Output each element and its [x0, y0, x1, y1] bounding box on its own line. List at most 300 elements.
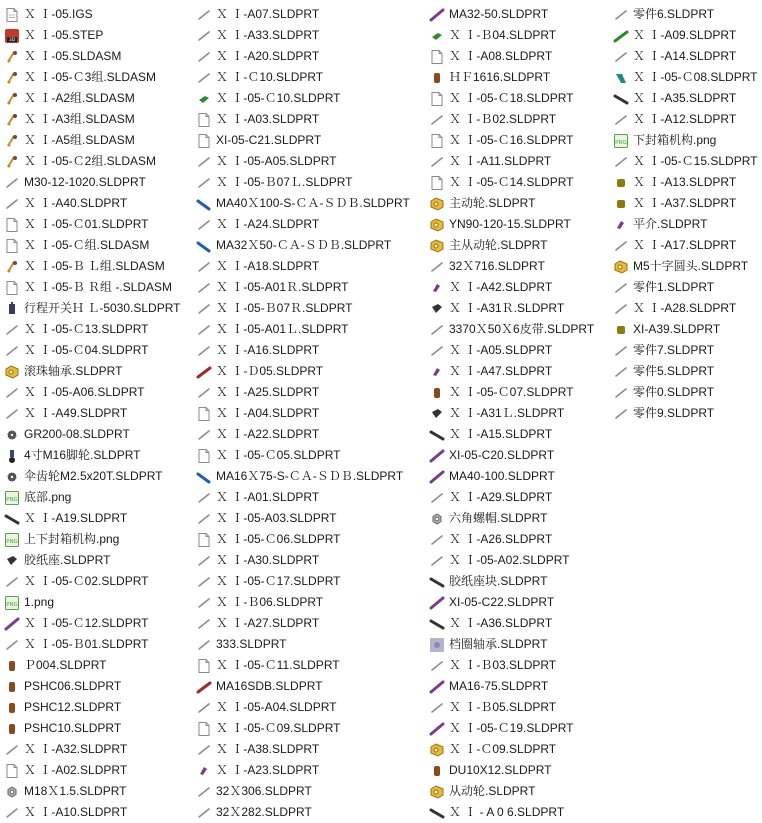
file-column-4 [613, 4, 762, 424]
file-name: Ｘ Ｉ-A18.SLDPRT [216, 259, 320, 273]
file-item[interactable] [196, 613, 424, 634]
file-item[interactable] [196, 487, 424, 508]
file-item[interactable] [196, 739, 424, 760]
file-item[interactable] [4, 277, 194, 298]
file-item[interactable] [196, 340, 424, 361]
purple-part-icon [429, 364, 445, 380]
rod-part-icon [429, 343, 445, 359]
file-name: Ｘ Ｉ-05-A05.SLDPRT [216, 154, 337, 168]
rod-part-icon [429, 700, 445, 716]
blank-file-icon [429, 133, 445, 149]
dark-rod-part-icon [429, 574, 445, 590]
file-item[interactable] [429, 550, 611, 571]
assembly-icon [4, 49, 20, 65]
file-item[interactable] [196, 592, 424, 613]
blank-file-icon [429, 49, 445, 65]
file-item[interactable] [4, 25, 194, 46]
file-item[interactable] [196, 445, 424, 466]
file-name: PSHC06.SLDPRT [24, 679, 122, 693]
file-name: Ｘ Ｉ-A32.SLDPRT [24, 742, 128, 756]
file-name: 六角螺帽.SLDPRT [449, 511, 548, 525]
file-item[interactable] [613, 46, 762, 67]
file-item[interactable] [196, 319, 424, 340]
file-item[interactable] [4, 508, 194, 529]
file-item[interactable] [429, 802, 611, 823]
file-name: Ｘ Ｉ-05-Ｂ Ｌ组.SLDASM [24, 259, 165, 273]
file-name: Ｘ Ｉ-A35.SLDPRT [633, 91, 737, 105]
file-item[interactable] [613, 109, 762, 130]
file-item[interactable] [613, 130, 762, 151]
file-item[interactable] [429, 361, 611, 382]
file-name: Ｘ Ｉ-A16.SLDPRT [216, 343, 320, 357]
rod-part-icon [196, 427, 212, 443]
file-item[interactable] [196, 46, 424, 67]
brown-part-icon [4, 658, 20, 674]
rod-part-icon [429, 658, 445, 674]
gear-part-icon [4, 469, 20, 485]
file-item[interactable] [429, 634, 611, 655]
file-column-2 [196, 4, 424, 823]
file-name: Ｘ Ｉ-A03.SLDPRT [216, 112, 320, 126]
rod-part-icon [196, 217, 212, 233]
file-item[interactable] [196, 466, 424, 487]
rod-part-icon [196, 7, 212, 23]
file-item[interactable] [429, 88, 611, 109]
file-name: Ｘ Ｉ-05-Ｃ12.SLDPRT [24, 616, 149, 630]
file-item[interactable] [4, 256, 194, 277]
file-name: MA16-75.SLDPRT [449, 679, 549, 693]
file-name: Ｘ Ｉ-A15.SLDPRT [449, 427, 553, 441]
rod-part-icon [4, 385, 20, 401]
file-item[interactable] [613, 172, 762, 193]
file-item[interactable] [196, 382, 424, 403]
file-item[interactable] [196, 403, 424, 424]
rod-part-icon [196, 616, 212, 632]
file-item[interactable] [429, 718, 611, 739]
red-rod-part-icon [196, 364, 212, 380]
dark-rod-part-icon [429, 805, 445, 821]
file-item[interactable] [613, 193, 762, 214]
file-item[interactable] [196, 235, 424, 256]
file-item[interactable] [196, 424, 424, 445]
file-name: Ｘ Ｉ-A25.SLDPRT [216, 385, 320, 399]
file-item[interactable] [429, 151, 611, 172]
file-name: Ｘ Ｉ-A31Ｒ.SLDPRT [449, 301, 565, 315]
file-item[interactable] [196, 277, 424, 298]
rod-part-icon [4, 196, 20, 212]
file-item[interactable] [4, 319, 194, 340]
file-name: Ｘ Ｉ-A3组.SLDASM [24, 112, 135, 126]
file-name: Ｘ Ｉ-05-Ｃ06.SLDPRT [216, 532, 341, 546]
assembly-icon [4, 133, 20, 149]
assembly-icon [4, 70, 20, 86]
file-item[interactable] [196, 718, 424, 739]
file-item[interactable] [4, 424, 194, 445]
rod-part-icon [4, 574, 20, 590]
switch-part-icon [4, 301, 20, 317]
file-item[interactable] [613, 67, 762, 88]
svg-text:3D: 3D [8, 37, 16, 43]
file-item[interactable] [429, 25, 611, 46]
file-item[interactable] [429, 214, 611, 235]
rod-part-icon [196, 322, 212, 338]
file-item[interactable] [196, 88, 424, 109]
file-name: MA32-50.SLDPRT [449, 7, 549, 21]
file-name: Ｘ Ｉ-05-Ｃ16.SLDPRT [449, 133, 574, 147]
file-item[interactable] [429, 256, 611, 277]
file-item[interactable] [4, 88, 194, 109]
brown-part-icon [429, 70, 445, 86]
file-item[interactable] [196, 25, 424, 46]
rod-part-icon [613, 154, 629, 170]
file-item[interactable] [4, 760, 194, 781]
file-item[interactable] [196, 67, 424, 88]
file-item[interactable] [196, 193, 424, 214]
file-item[interactable] [196, 508, 424, 529]
file-name: Ｘ Ｉ-05-A04.SLDPRT [216, 700, 337, 714]
blank-file-icon [196, 448, 212, 464]
file-item[interactable] [429, 403, 611, 424]
file-item[interactable] [429, 67, 611, 88]
file-name: Ｘ Ｉ-A29.SLDPRT [449, 490, 553, 504]
file-name: 32Ｘ306.SLDPRT [216, 784, 312, 798]
file-column-3 [429, 4, 611, 823]
file-name: Ｘ Ｉ-05-Ｂ07Ｒ.SLDPRT [216, 301, 353, 315]
file-name: 3370Ｘ50Ｘ6皮带.SLDPRT [449, 322, 595, 336]
file-item[interactable] [4, 634, 194, 655]
blank-file-icon [429, 91, 445, 107]
rod-part-icon [4, 742, 20, 758]
file-item[interactable] [613, 319, 762, 340]
file-item[interactable] [196, 529, 424, 550]
file-item[interactable] [4, 382, 194, 403]
assembly-icon [4, 91, 20, 107]
file-item[interactable] [4, 193, 194, 214]
purple-part-icon [613, 217, 629, 233]
file-name: Ｘ Ｉ-A33.SLDPRT [216, 28, 320, 42]
file-item[interactable] [429, 781, 611, 802]
file-item[interactable] [4, 298, 194, 319]
file-item[interactable] [4, 67, 194, 88]
file-name: Ｘ Ｉ-05-Ｃ组.SLDASM [24, 238, 150, 252]
file-name: M5十字圆头.SLDPRT [633, 259, 749, 273]
rod-part-icon [4, 175, 20, 191]
file-name: Ｘ Ｉ-05-Ｃ2组.SLDASM [24, 154, 157, 168]
rod-part-icon [196, 511, 212, 527]
png-image-icon [613, 133, 629, 149]
file-name: 主动轮.SLDPRT [449, 196, 536, 210]
file-name: MA40Ｘ100-S-ＣＡ-ＳＤＢ.SLDPRT [216, 196, 410, 210]
file-item[interactable] [4, 529, 194, 550]
rod-part-icon [196, 700, 212, 716]
purple-rod-part-icon [429, 595, 445, 611]
file-name: XI-05-C20.SLDPRT [449, 448, 555, 462]
file-name: GR200-08.SLDPRT [24, 427, 130, 441]
file-name: Ｘ Ｉ-05-A06.SLDPRT [24, 385, 145, 399]
file-name: Ｘ Ｉ-A05.SLDPRT [449, 343, 553, 357]
rod-part-icon [613, 280, 629, 296]
purple-rod-part-icon [429, 679, 445, 695]
file-name: 上下封箱机构.png [24, 532, 120, 546]
file-item[interactable] [613, 298, 762, 319]
file-item[interactable] [429, 445, 611, 466]
file-item[interactable] [4, 550, 194, 571]
file-name: 主从动轮.SLDPRT [449, 238, 548, 252]
svg-text:PNG: PNG [615, 139, 627, 146]
file-item[interactable] [429, 172, 611, 193]
file-name: Ｘ Ｉ-05-Ｃ18.SLDPRT [449, 91, 574, 105]
file-item[interactable] [4, 214, 194, 235]
file-item[interactable] [613, 151, 762, 172]
file-name: Ｘ Ｉ-05-Ｃ07.SLDPRT [449, 385, 574, 399]
file-item[interactable] [4, 571, 194, 592]
rod-part-icon [196, 742, 212, 758]
file-name: 零件1.SLDPRT [633, 280, 715, 294]
file-item[interactable] [4, 781, 194, 802]
file-item[interactable] [196, 802, 424, 823]
file-name: Ｘ Ｉ-A11.SLDPRT [449, 154, 552, 168]
file-name: Ｘ Ｉ-A28.SLDPRT [633, 301, 737, 315]
file-item[interactable] [429, 340, 611, 361]
file-item[interactable] [613, 4, 762, 25]
file-name: Ｘ Ｉ-A30.SLDPRT [216, 553, 320, 567]
rod-part-icon [196, 805, 212, 821]
blank-file-icon [4, 238, 20, 254]
file-name: Ｘ Ｉ-05-Ｃ10.SLDPRT [216, 91, 341, 105]
file-item[interactable] [613, 88, 762, 109]
file-item[interactable] [4, 361, 194, 382]
file-item[interactable] [196, 634, 424, 655]
file-item[interactable] [4, 718, 194, 739]
file-name: Ｘ Ｉ-05-A01Ｒ.SLDPRT [216, 280, 349, 294]
file-item[interactable] [196, 109, 424, 130]
file-item[interactable] [4, 4, 194, 25]
assembly-icon [4, 112, 20, 128]
file-name: 伞齿轮M2.5x20T.SLDPRT [24, 469, 163, 483]
file-item[interactable] [429, 571, 611, 592]
file-item[interactable] [613, 25, 762, 46]
file-item[interactable] [4, 655, 194, 676]
assembly-icon [4, 154, 20, 170]
file-item[interactable] [196, 172, 424, 193]
file-name: MA16SDB.SLDPRT [216, 679, 323, 693]
file-item[interactable] [196, 130, 424, 151]
file-item[interactable] [429, 319, 611, 340]
file-name: 32Ｘ716.SLDPRT [449, 259, 545, 273]
olive-part-icon [613, 196, 629, 212]
file-item[interactable] [4, 403, 194, 424]
file-name: Ｘ Ｉ-05-Ｃ19.SLDPRT [449, 721, 574, 735]
file-name: 333.SLDPRT [216, 637, 287, 651]
file-item[interactable] [4, 235, 194, 256]
file-item[interactable] [196, 4, 424, 25]
file-name: Ｘ Ｉ-05-Ｃ09.SLDPRT [216, 721, 341, 735]
file-item[interactable] [4, 697, 194, 718]
png-image-icon [4, 532, 20, 548]
rod-part-icon [429, 112, 445, 128]
file-name: Ｘ Ｉ-A02.SLDPRT [24, 763, 128, 777]
file-item[interactable] [613, 235, 762, 256]
blank-file-icon [196, 406, 212, 422]
assembly-icon [4, 259, 20, 275]
dark-rod-part-icon [429, 427, 445, 443]
rod-part-icon [613, 49, 629, 65]
file-item[interactable] [429, 46, 611, 67]
file-item[interactable] [429, 277, 611, 298]
rod-part-icon [196, 28, 212, 44]
file-item[interactable] [4, 340, 194, 361]
file-name: PSHC10.SLDPRT [24, 721, 122, 735]
file-name: Ｘ Ｉ-A36.SLDPRT [449, 616, 553, 630]
purple-rod-part-icon [429, 7, 445, 23]
file-item[interactable] [429, 424, 611, 445]
file-column-1 [4, 4, 194, 823]
brown-part-icon [429, 385, 445, 401]
file-name: Ｘ Ｉ-A22.SLDPRT [216, 427, 320, 441]
file-item[interactable] [4, 676, 194, 697]
file-item[interactable] [4, 802, 194, 823]
file-name: Ｘ Ｉ-A2组.SLDASM [24, 91, 135, 105]
nut-part-icon [4, 784, 20, 800]
file-item[interactable] [429, 529, 611, 550]
green-part-icon [196, 91, 212, 107]
file-item[interactable] [429, 697, 611, 718]
file-item[interactable] [4, 151, 194, 172]
file-item[interactable] [429, 4, 611, 25]
file-item[interactable] [429, 739, 611, 760]
file-item[interactable] [429, 676, 611, 697]
blank-file-icon [196, 658, 212, 674]
file-name: Ｘ Ｉ-05-A02.SLDPRT [449, 553, 570, 567]
rod-part-icon [4, 805, 20, 821]
file-name: 32Ｘ282.SLDPRT [216, 805, 312, 819]
file-item[interactable] [4, 739, 194, 760]
file-item[interactable] [613, 277, 762, 298]
rod-part-icon [429, 532, 445, 548]
teal-part-icon [613, 70, 629, 86]
brown-part-icon [4, 679, 20, 695]
file-name: Ｘ Ｉ-A42.SLDPRT [449, 280, 553, 294]
file-item[interactable] [429, 613, 611, 634]
file-name: 零件5.SLDPRT [633, 364, 715, 378]
dark-block-part-icon [4, 553, 20, 569]
file-item[interactable] [4, 466, 194, 487]
file-item[interactable] [613, 214, 762, 235]
file-item[interactable] [196, 697, 424, 718]
file-item[interactable] [4, 487, 194, 508]
file-item[interactable] [196, 361, 424, 382]
blank-file-icon [4, 217, 20, 233]
gear-part-icon [4, 427, 20, 443]
file-item[interactable] [613, 256, 762, 277]
file-item[interactable] [429, 382, 611, 403]
file-item[interactable] [196, 298, 424, 319]
file-item[interactable] [613, 403, 762, 424]
file-item[interactable] [4, 109, 194, 130]
file-item[interactable] [196, 655, 424, 676]
file-name: Ｘ Ｉ-A49.SLDPRT [24, 406, 128, 420]
file-name: 零件0.SLDPRT [633, 385, 715, 399]
file-name: 滚珠轴承.SLDPRT [24, 364, 123, 378]
rod-part-icon [613, 385, 629, 401]
file-name: ＨＦ1616.SLDPRT [449, 70, 551, 84]
red-rod-part-icon [196, 679, 212, 695]
file-name: Ｘ Ｉ-A19.SLDPRT [24, 511, 128, 525]
caster-part-icon [4, 448, 20, 464]
file-item[interactable] [429, 466, 611, 487]
file-item[interactable] [429, 235, 611, 256]
igs-file-icon [4, 7, 20, 23]
file-name: 档圈轴承.SLDPRT [449, 637, 548, 651]
file-item[interactable] [196, 151, 424, 172]
svg-text:PNG: PNG [6, 496, 18, 503]
file-item[interactable] [4, 46, 194, 67]
rod-part-icon [429, 259, 445, 275]
file-item[interactable] [196, 676, 424, 697]
purple-rod-part-icon [429, 469, 445, 485]
file-item[interactable] [196, 550, 424, 571]
png-image-icon [4, 490, 20, 506]
file-item[interactable] [196, 781, 424, 802]
dark-block-part-icon [429, 406, 445, 422]
green-rod-part-icon [613, 28, 629, 44]
rod-part-icon [4, 406, 20, 422]
file-name: Ｘ Ｉ-A14.SLDPRT [633, 49, 737, 63]
rod-part-icon [4, 637, 20, 653]
rod-part-icon [4, 343, 20, 359]
file-item[interactable] [613, 340, 762, 361]
file-item[interactable] [4, 172, 194, 193]
file-item[interactable] [429, 655, 611, 676]
file-item[interactable] [196, 214, 424, 235]
file-item[interactable] [196, 760, 424, 781]
file-item[interactable] [429, 508, 611, 529]
file-item[interactable] [613, 382, 762, 403]
blue-rod-part-icon [196, 196, 212, 212]
file-item[interactable] [429, 298, 611, 319]
file-item[interactable] [429, 130, 611, 151]
step-file-icon [4, 28, 20, 44]
file-name: YN90-120-15.SLDPRT [449, 217, 571, 231]
file-name: Ｘ Ｉ-05-Ｃ02.SLDPRT [24, 574, 149, 588]
purple-rod-part-icon [429, 721, 445, 737]
file-item[interactable] [4, 613, 194, 634]
file-name: 从动轮.SLDPRT [449, 784, 536, 798]
file-item[interactable] [4, 592, 194, 613]
file-item[interactable] [429, 592, 611, 613]
file-name: Ｘ Ｉ-A20.SLDPRT [216, 49, 320, 63]
file-item[interactable] [196, 256, 424, 277]
library-part-icon [4, 364, 20, 380]
file-item[interactable] [4, 445, 194, 466]
file-item[interactable] [429, 193, 611, 214]
file-name: Ｘ Ｉ-05-Ｃ17.SLDPRT [216, 574, 341, 588]
file-item[interactable] [429, 487, 611, 508]
file-item[interactable] [196, 571, 424, 592]
rod-part-icon [4, 322, 20, 338]
rod-part-icon [613, 112, 629, 128]
rod-part-icon [429, 490, 445, 506]
file-item[interactable] [613, 361, 762, 382]
file-name: Ｘ Ｉ-A13.SLDPRT [633, 175, 737, 189]
file-name: Ｘ Ｉ-A01.SLDPRT [216, 490, 320, 504]
library-part-icon [613, 259, 629, 275]
file-item[interactable] [429, 760, 611, 781]
file-name: Ｘ Ｉ-A38.SLDPRT [216, 742, 320, 756]
file-name: Ｘ Ｉ-05-A01Ｌ.SLDPRT [216, 322, 349, 336]
file-item[interactable] [4, 130, 194, 151]
file-item[interactable] [429, 109, 611, 130]
